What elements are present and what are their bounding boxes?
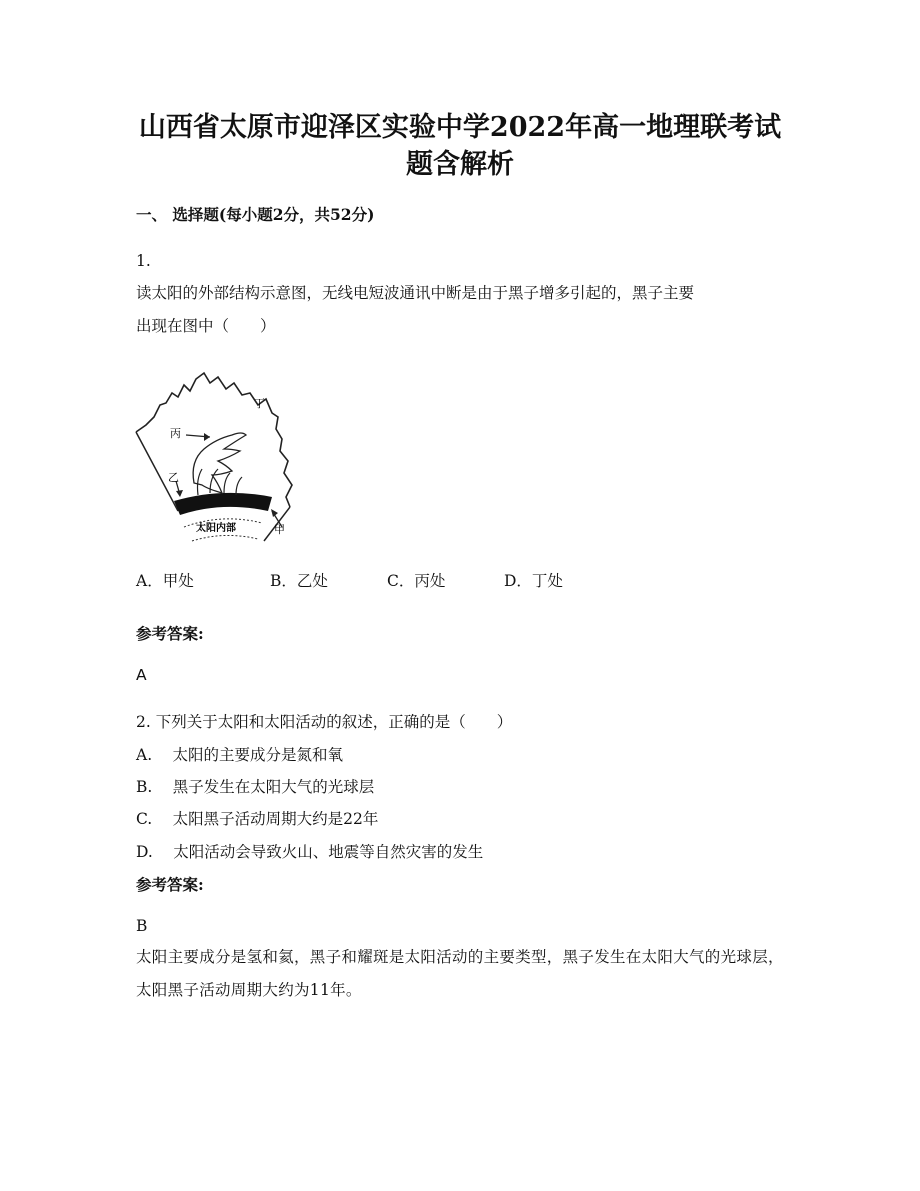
q2-option-c: C. 太阳黑子活动周期大约是22年 [136, 810, 379, 828]
q2-option-a: A. 太阳的主要成分是氮和氧 [136, 746, 344, 764]
doc-title-line2: 题含解析 [406, 149, 514, 180]
label-ding: 丁 [254, 397, 265, 410]
sun-structure-diagram [132, 365, 298, 543]
sun-structure-figure [132, 365, 298, 543]
label-sun-interior: 太阳内部 [196, 523, 236, 534]
q1-number: 1. [136, 252, 151, 270]
corona-outline [136, 373, 292, 507]
photosphere-band [174, 493, 272, 515]
arrow-jia-head [271, 509, 278, 517]
q2-answer-label: 参考答案: [136, 875, 204, 894]
q1-option-d: D．丁处 [504, 572, 563, 590]
q1-stem-line2: 出现在图中（ ） [136, 317, 276, 335]
q2-explanation: 太阳主要成分是氢和氦，黑子和耀斑是太阳活动的主要类型，黑子发生在太阳大气的光球层，太阳黑子活动周期大约为11年。 [136, 948, 784, 999]
arrow-yi-head [176, 490, 183, 497]
bottom-arc [192, 535, 258, 541]
spicule-1 [198, 469, 203, 495]
q2-answer: B [136, 917, 148, 935]
spicule-4 [236, 477, 242, 495]
label-bing: 丙 [170, 427, 181, 440]
q1-option-b: B．乙处 [270, 572, 328, 590]
doc-title-line1: 山西省太原市迎泽区实验中学2022年高一地理联考试 [138, 112, 782, 143]
q1-answer: A [136, 666, 147, 684]
label-yi: 乙 [168, 471, 179, 484]
q1-stem-line1: 读太阳的外部结构示意图，无线电短波通讯中断是由于黑子增多引起的，黑子主要 [136, 284, 695, 302]
q1-option-c: C．丙处 [387, 572, 446, 590]
section-heading: 一、 选择题(每小题2分，共52分) [136, 205, 375, 224]
q1-answer-label: 参考答案: [136, 624, 204, 643]
arrow-bing-head [204, 433, 210, 441]
q2-option-d: D. 太阳活动会导致火山、地震等自然灾害的发生 [136, 843, 484, 861]
q1-option-a: A．甲处 [136, 572, 194, 590]
q2-stem: 2. 下列关于太阳和太阳活动的叙述，正确的是（ ） [136, 713, 513, 731]
q1-options [136, 569, 656, 593]
spicule-3 [224, 473, 230, 493]
label-jia: 甲 [274, 523, 285, 536]
q2-option-b: B. 黑子发生在太阳大气的光球层 [136, 778, 375, 796]
